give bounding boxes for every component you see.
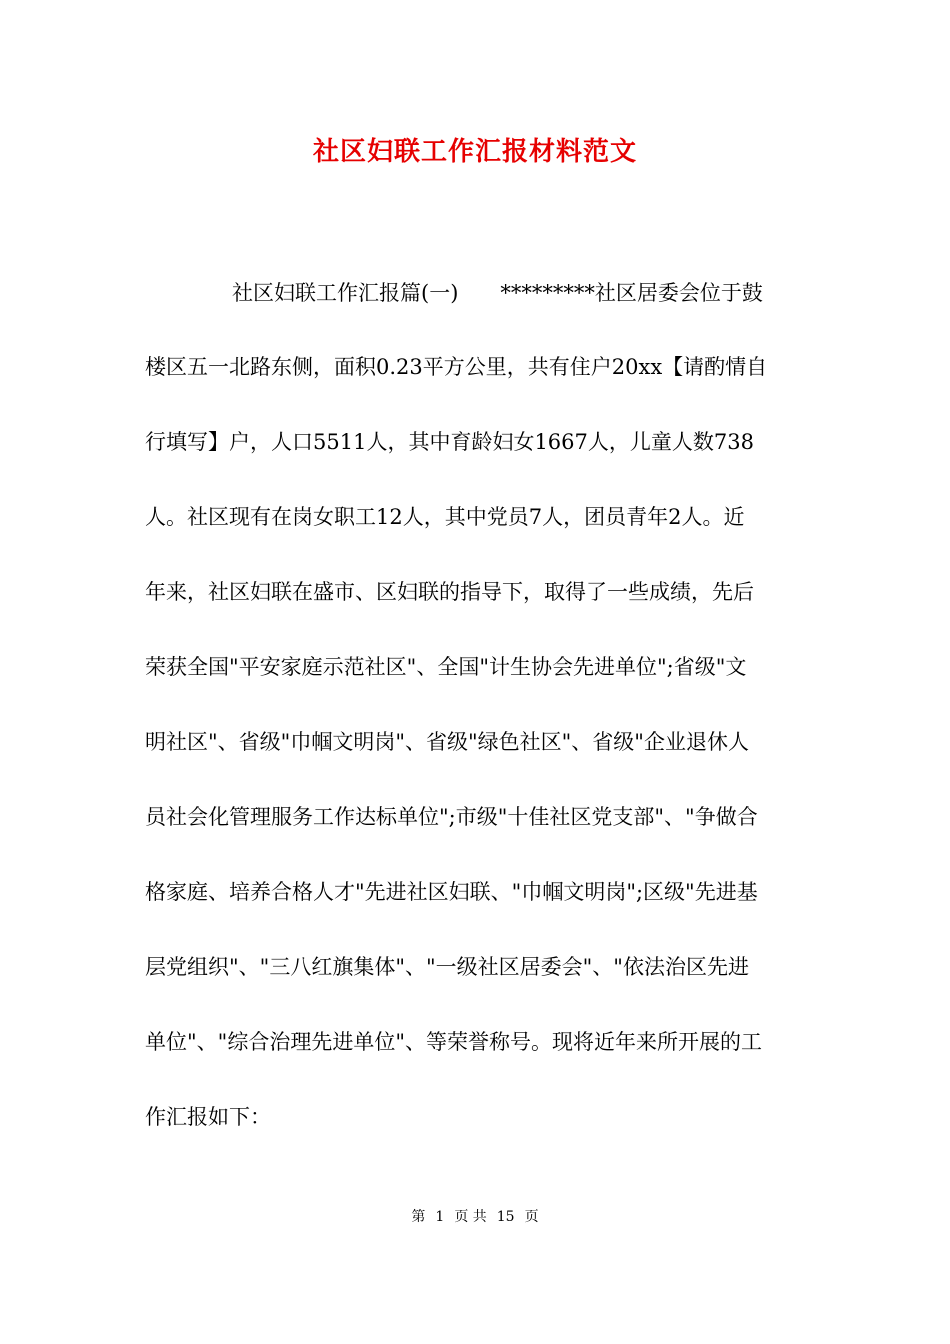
paragraph-line-11: 单位"、"综合治理先进单位"、等荣誉称号。现将近年来所开展的工 <box>145 1030 762 1054</box>
footer-page-number: 1 <box>435 1209 445 1225</box>
paragraph-line-9: 格家庭、培养合格人才"先进社区妇联、"巾帼文明岗";区级"先进基 <box>145 880 758 904</box>
footer-suffix: 页 <box>524 1209 539 1225</box>
paragraph-line-12: 作汇报如下： <box>145 1105 271 1129</box>
paragraph-line-10: 层党组织"、"三八红旗集体"、"一级社区居委会"、"依法治区先进 <box>145 955 749 979</box>
footer-total-pages: 15 <box>496 1209 515 1225</box>
paragraph-line-7: 明社区"、省级"巾帼文明岗"、省级"绿色社区"、省级"企业退休人 <box>145 730 749 754</box>
paragraph-line-4: 人。社区现有在岗女职工12人，其中党员7人，团员青年2人。近 <box>145 505 745 529</box>
paragraph-line-1: 社区妇联工作汇报篇(一) *********社区居委会位于鼓 <box>232 281 763 305</box>
paragraph-line-6: 荣获全国"平安家庭示范社区"、全国"计生协会先进单位";省级"文 <box>145 655 747 679</box>
page-footer <box>0 1207 950 1227</box>
document-title: 社区妇联工作汇报材料范文 <box>312 137 637 167</box>
footer-prefix: 第 <box>411 1209 426 1225</box>
paragraph-line-3: 行填写】户，人口5511人，其中育龄妇女1667人，儿童人数738 <box>145 430 754 454</box>
paragraph-line-8: 员社会化管理服务工作达标单位";市级"十佳社区党支部"、"争做合 <box>145 805 758 829</box>
footer-middle: 页 共 <box>454 1209 487 1225</box>
paragraph-line-2: 楼区五一北路东侧，面积0.23平方公里，共有住户20xx【请酌情自 <box>145 355 768 379</box>
paragraph-line-5: 年来，社区妇联在盛市、区妇联的指导下，取得了一些成绩，先后 <box>145 580 754 604</box>
